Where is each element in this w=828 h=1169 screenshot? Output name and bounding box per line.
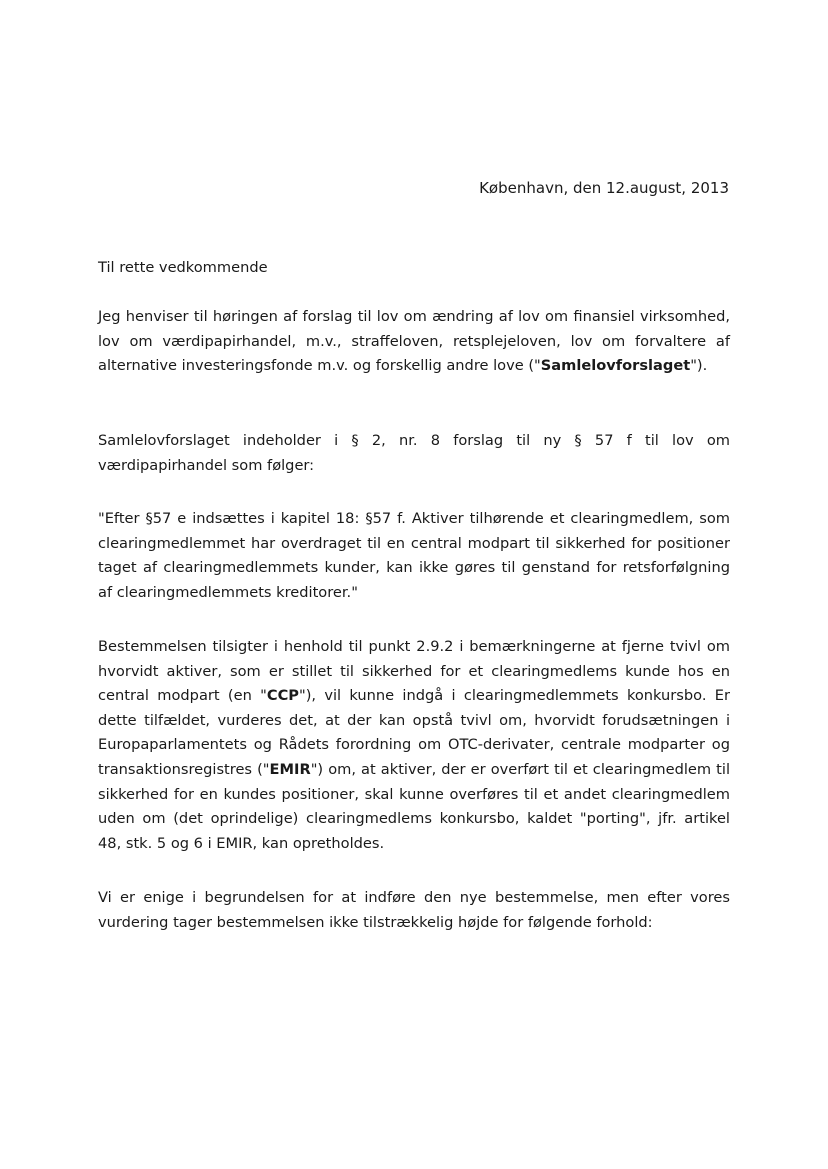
paragraph-intro xyxy=(98,305,730,379)
paragraph-purpose xyxy=(98,635,730,856)
salutation: Til rette vedkommende xyxy=(98,259,268,276)
paragraph-purpose-text-b: "), vil kunne indgå i clearingmedlemmets konkursbo. Er dette tilfældet, vurderes det, at der kan opstå tvivl om, hvorvidt forudsætningen i Europaparlamentets og Rådets forordning om OTC-derivater, centrale modparter og transaktionsregistres (" xyxy=(98,687,731,778)
defined-term-ccp: CCP xyxy=(266,687,299,705)
paragraph-intro-text-a: Jeg henviser til høringen af forslag til lov om ændring af lov om finansiel virksomhed, lov om værdipapirhandel, m.v., straffeloven, retsplejeloven, lov om forvaltere af alternative investeringsfonde m.v. og forskellig andre love (" xyxy=(98,308,730,375)
paragraph-proposal: Samlelovforslaget indeholder i § 2, nr. 8 forslag til ny § 57 f til lov om værdipapirhandel som følger: xyxy=(98,432,730,474)
paragraph-purpose-text-c: ") om, at aktiver, der er overført til et clearingmedlem til sikkerhed for en kundes positioner, skal kunne overføres til et andet clearingmedlem uden om (det oprindelige) clearingmedlems konkursbo, kaldet "porting", jfr. artikel 48, stk. 5 og 6 i EMIR, kan opretholdes. xyxy=(98,760,730,852)
defined-term-samlelovforslaget: Samlelovforslaget xyxy=(540,357,691,375)
paragraph-purpose-text-a: Bestemmelsen tilsigter i henhold til punkt 2.9.2 i bemærkningerne at fjerne tvivl om hvorvidt aktiver, som er stillet til sikkerhed for et clearingmedlems kunde hos en central modpart (en " xyxy=(98,638,730,705)
paragraph-intro-text-b: "). xyxy=(690,357,708,375)
paragraph-quote: "Efter §57 e indsættes i kapitel 18: §57 f. Aktiver tilhørende et clearingmedlem, som clearingmedlemmet har overdraget til en central modpart til sikkerhed for positioner taget af clearingmedlemmets kunder, kan ikke gøres til genstand for retsforfølgning af clearingmedlemmets kreditorer." xyxy=(98,510,730,601)
defined-term-emir: EMIR xyxy=(269,760,311,778)
paragraph-assessment: Vi er enige i begrundelsen for at indføre den nye bestemmelse, men efter vores vurdering tager bestemmelsen ikke tilstrækkelig højde for følgende forhold: xyxy=(98,889,730,931)
date-line: København, den 12.august, 2013 xyxy=(479,179,729,197)
